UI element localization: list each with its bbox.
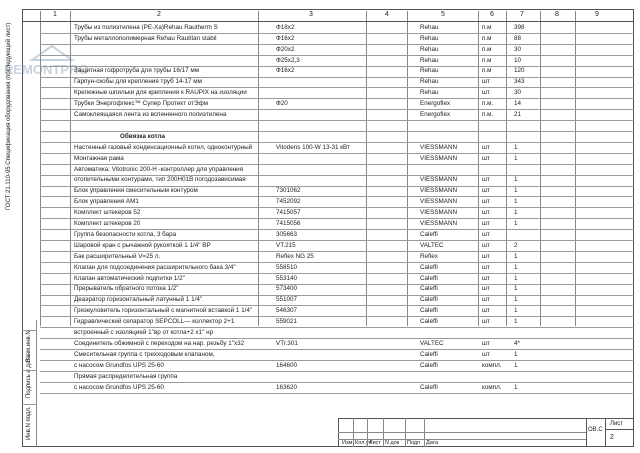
- row-maker: Rehau: [420, 78, 439, 86]
- row-maker: Rehau: [420, 67, 439, 75]
- row-maker: Caleffi: [420, 263, 438, 271]
- row-code: Ф16х2: [276, 67, 295, 75]
- row-unit: п.м: [482, 56, 492, 64]
- row-name: Гарпун-скобы для крепления труб 14-17 мм: [74, 78, 202, 86]
- row-qty: 1: [514, 350, 518, 358]
- row-unit: п.м: [482, 67, 492, 75]
- row-qty: 1: [514, 361, 518, 369]
- row-name: Обвязка котла: [120, 132, 166, 140]
- row-code: VTr.301: [276, 339, 298, 347]
- row-code: Ф18х2: [276, 23, 295, 31]
- row-maker: VALTEC: [420, 241, 444, 249]
- row-qty: 2: [514, 241, 518, 249]
- row-unit: шт: [482, 252, 490, 260]
- row-maker: Rehau: [420, 23, 439, 31]
- row-qty: 30: [514, 45, 522, 53]
- row-code: 7301062: [276, 187, 301, 195]
- row-maker: Rehau: [420, 56, 439, 64]
- row-name: Грязеуловитель горизонтальный с магнитной вставкой 1 1/4": [74, 307, 253, 315]
- row-maker: Caleffi: [420, 307, 438, 315]
- col-line: [40, 11, 41, 326]
- row-code: Ф20х2: [276, 45, 295, 53]
- title-block-sheet-num: 2: [610, 434, 614, 441]
- row-maker: VIESSMANN: [420, 143, 458, 151]
- row-unit: шт: [482, 241, 490, 249]
- title-block-col-line: [424, 418, 425, 447]
- row-qty: 398: [514, 23, 525, 31]
- row-name: Трубки Энергофлекс™ Супер Протект отЭфм: [74, 100, 208, 108]
- row-name: отопительными контурами, тип 200Н01В погодозависимая: [74, 176, 246, 184]
- row-qty: 1: [514, 307, 518, 315]
- row-name: Бак расширительный V=25 л.: [74, 252, 161, 260]
- row-qty: 1: [514, 252, 518, 260]
- row-code: Reflex NG 25: [276, 252, 314, 260]
- row-unit: компл.: [482, 361, 502, 369]
- row-unit: п.м: [482, 34, 492, 42]
- row-unit: п.м.: [482, 100, 494, 108]
- row-divider: [40, 153, 634, 154]
- row-unit: шт: [482, 143, 490, 151]
- row-name: Гидравлический сепаратор SEPCOLL— коллектор 2+1: [74, 318, 235, 326]
- row-unit: шт: [482, 154, 490, 162]
- row-qty: 1: [514, 143, 518, 151]
- col-header-8: 8: [555, 11, 559, 18]
- row-code: Ф20: [276, 100, 288, 108]
- row-qty: 1: [514, 187, 518, 195]
- row-code: 7415056: [276, 220, 301, 227]
- row-qty: 120: [514, 67, 525, 75]
- row-code: Ф16х2: [276, 34, 295, 42]
- side-label-replace: Взам.инв.N: [26, 330, 32, 362]
- row-maker: Caleffi: [420, 230, 438, 238]
- row-maker: Caleffi: [420, 383, 438, 391]
- row-name: Комплект штекеров 20: [74, 220, 141, 227]
- logo-text: REMONTPRO: [4, 62, 89, 77]
- title-block-sheet-div: [605, 429, 634, 430]
- row-qty: 1: [514, 198, 518, 206]
- row-code: Ф25х2,3: [276, 56, 300, 64]
- col-line: [506, 11, 507, 326]
- row-maker: Rehau: [420, 34, 439, 42]
- title-block-code: ОВ.С: [588, 427, 603, 433]
- row-name: Клапан для подсоединения расширительного бака 3/4": [74, 263, 236, 271]
- row-unit: шт: [482, 176, 490, 184]
- row-unit: шт: [482, 318, 490, 326]
- row-code: Vitodens 100-W 13-31 кВт: [276, 143, 350, 151]
- col-header-9: 9: [595, 11, 599, 18]
- side-divider: [22, 330, 36, 331]
- side-gost-text: ГОСТ 21.110-95 Спецификация оборудования (последующий лист): [6, 22, 12, 210]
- row-divider: [40, 393, 634, 394]
- row-name: с насосом Grundfos UPS 25-60: [74, 361, 164, 369]
- row-code: 163620: [276, 383, 298, 391]
- col-line: [575, 11, 576, 326]
- row-maker: Caleffi: [420, 285, 438, 293]
- row-unit: компл.: [482, 383, 502, 391]
- row-code: 559021: [276, 318, 298, 326]
- row-unit: шт: [482, 89, 490, 97]
- row-maker: Caleffi: [420, 318, 438, 326]
- row-code: 546307: [276, 307, 298, 315]
- row-qty: 1: [514, 318, 518, 326]
- row-name: Деаэратор горизонтальный латунный 1 1/4": [74, 296, 203, 304]
- row-name: Трубы металлополимерная Rehau Rautitan stabil: [74, 34, 217, 42]
- title-block-right: [586, 418, 587, 447]
- row-qty: 1: [514, 285, 518, 293]
- title-block-header-2: Лист: [369, 440, 381, 446]
- row-name: Защитная гофротруба для трубы 16/17 мм: [74, 67, 200, 75]
- col-line: [540, 11, 541, 326]
- title-block-col-line: [353, 418, 354, 447]
- row-qty: 1: [514, 274, 518, 282]
- row-maker: VIESSMANN: [420, 220, 458, 227]
- row-maker: Rehau: [420, 45, 439, 53]
- col-header-7: 7: [520, 11, 524, 18]
- title-block-header-4: Подп: [407, 440, 421, 446]
- side-border: [36, 320, 37, 447]
- side-label-signature: Подпись и дата: [26, 354, 32, 398]
- row-name: Крепежные шпильки для крепления к RAUPIX на изоляции: [74, 89, 247, 97]
- row-qty: 30: [514, 89, 522, 97]
- side-divider: [22, 370, 36, 371]
- row-name: Прерыватель обратного потока 1/2": [74, 285, 179, 293]
- row-maker: Caleffi: [420, 350, 438, 358]
- row-maker: Energoflex: [420, 100, 451, 108]
- title-block-col-line: [367, 418, 368, 447]
- col-header-6: 6: [490, 11, 494, 18]
- row-unit: шт: [482, 230, 490, 238]
- row-name: Блок управления смесительным контуром: [74, 187, 198, 195]
- row-qty: 10: [514, 56, 522, 64]
- row-code: 164600: [276, 361, 298, 369]
- row-qty: 1: [514, 296, 518, 304]
- row-unit: шт: [482, 198, 490, 206]
- row-divider: [40, 44, 634, 45]
- col-header-5: 5: [441, 11, 445, 18]
- row-qty: 1: [514, 209, 518, 217]
- row-unit: шт: [482, 339, 490, 347]
- col-header-2: 2: [157, 11, 161, 18]
- col-line: [366, 11, 367, 326]
- title-block-header-0: Изм: [342, 440, 353, 446]
- row-unit: шт: [482, 307, 490, 315]
- title-block-sheet-label: Лист: [610, 421, 624, 427]
- header-divider: [22, 21, 634, 22]
- col-line: [478, 11, 479, 326]
- col-header-1: 1: [53, 11, 57, 18]
- row-code: 551007: [276, 296, 298, 304]
- row-code: 305663: [276, 230, 298, 238]
- row-name: Комплект штекеров 52: [74, 209, 141, 217]
- row-unit: шт: [482, 296, 490, 304]
- row-code: 553140: [276, 274, 298, 282]
- side-divider: [22, 404, 36, 405]
- col-line: [70, 11, 71, 326]
- row-unit: шт: [482, 220, 490, 227]
- row-code: VT.215: [276, 241, 296, 249]
- row-name: Прямая распределительная группа: [74, 372, 178, 380]
- row-name: встроенный с изоляцией 1"вр от котла+2 х1" нр: [74, 329, 214, 336]
- row-maker: Caleffi: [420, 296, 438, 304]
- row-qty: 4*: [514, 339, 520, 347]
- row-maker: Reflex: [420, 252, 438, 260]
- row-name: Группа безопасности котла, 3 бара: [74, 230, 177, 238]
- row-unit: шт: [482, 285, 490, 293]
- title-block-col-line: [383, 418, 384, 447]
- side-label-inv: Инв.N подл.: [26, 406, 32, 440]
- row-name: Шаровой кран с рычажной рукояткой 1 1/4" ВР: [74, 241, 211, 249]
- row-code: 573400: [276, 285, 298, 293]
- row-unit: шт: [482, 209, 490, 217]
- row-qty: 1: [514, 383, 518, 391]
- col-header-3: 3: [309, 11, 313, 18]
- row-unit: п.м: [482, 45, 492, 53]
- row-unit: п.м: [482, 23, 492, 31]
- row-code: 7452092: [276, 198, 301, 206]
- row-unit: шт: [482, 187, 490, 195]
- row-maker: VALTEC: [420, 339, 444, 347]
- row-name: с насосом Grundfos UPS 25-60: [74, 383, 164, 391]
- row-qty: 1: [514, 263, 518, 271]
- row-divider: [40, 55, 634, 56]
- title-block-mid: [338, 432, 586, 433]
- row-maker: VIESSMANN: [420, 154, 458, 162]
- row-maker: Energoflex: [420, 111, 451, 118]
- row-maker: VIESSMANN: [420, 198, 458, 206]
- row-qty: 14: [514, 100, 522, 108]
- row-unit: шт: [482, 78, 490, 86]
- row-name: Монтажная рама: [74, 154, 124, 162]
- row-maker: Rehau: [420, 89, 439, 97]
- title-block-header-5: Дата: [426, 440, 439, 446]
- row-unit: п.м.: [482, 111, 494, 118]
- title-block-header-1: Кол.уч: [355, 440, 372, 446]
- col-line: [407, 11, 408, 326]
- row-maker: VIESSMANN: [420, 209, 458, 217]
- col-line: [258, 11, 259, 326]
- row-unit: шт: [482, 274, 490, 282]
- title-block-header-3: N док: [385, 440, 400, 446]
- row-qty: 1: [514, 220, 518, 227]
- row-maker: Caleffi: [420, 361, 438, 369]
- row-name: Трубы из полиэтилена (PE-Xa)Rehau Rautherm S: [74, 23, 218, 31]
- row-maker: Caleffi: [420, 274, 438, 282]
- row-divider: [40, 120, 634, 121]
- title-block-col-line: [405, 418, 406, 447]
- row-qty: 343: [514, 78, 525, 86]
- row-name: Самоклеящаяся лента из вспененного полиэтилена: [74, 111, 227, 118]
- row-name: Настенный газовый конденсационный котел, одноконтурный: [74, 143, 253, 151]
- row-unit: шт: [482, 350, 490, 358]
- row-name: Клапан автоматический подпитки 1/2": [74, 274, 185, 282]
- row-name: Автоматика: Vitotronic 200-H -контроллер для управления: [74, 165, 244, 173]
- row-qty: 1: [514, 176, 518, 184]
- row-name: Блок управления АМ1: [74, 198, 139, 206]
- row-qty: 88: [514, 34, 522, 42]
- row-qty: 1: [514, 154, 518, 162]
- col-header-4: 4: [385, 11, 389, 18]
- row-code: 558510: [276, 263, 298, 271]
- row-name: Смесительная группа с трехходовым клапаном,: [74, 350, 215, 358]
- row-name: Соединитель обжимной с переходом на нар. резьбу 1"х32: [74, 339, 245, 347]
- row-maker: VIESSMANN: [420, 176, 458, 184]
- title-block-sheet-col: [605, 418, 606, 447]
- row-unit: шт: [482, 263, 490, 271]
- row-code: 7415057: [276, 209, 301, 217]
- row-qty: 21: [514, 111, 522, 118]
- row-maker: VIESSMANN: [420, 187, 458, 195]
